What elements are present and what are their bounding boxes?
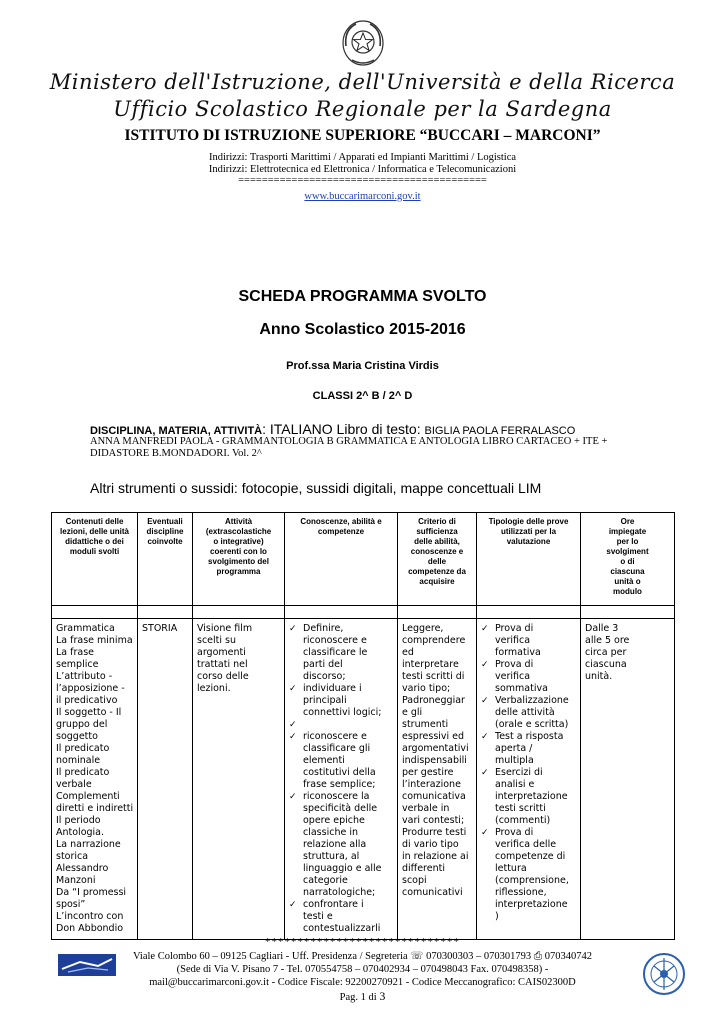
- page-total: 3: [379, 989, 386, 1003]
- table-header-row: [52, 513, 675, 606]
- italian-republic-emblem-icon: [340, 16, 386, 68]
- tick-item-line: verifica: [495, 635, 531, 646]
- tick-item-line: (comprensione,: [495, 875, 569, 886]
- institute-name: ISTITUTO DI ISTRUZIONE SUPERIORE “BUCCARI – MARCONI”: [124, 127, 601, 144]
- header-activities: [193, 513, 285, 606]
- header-line: Tipologie delle prove: [488, 517, 569, 526]
- regional-office-name: Ufficio Scolastico Regionale per la Sardegna: [113, 97, 612, 121]
- header-line: didattiche o dei: [65, 537, 124, 546]
- cell-line: semplice: [56, 659, 99, 670]
- tick-item-line: categorie: [303, 875, 348, 886]
- cell-line: unità.: [585, 671, 613, 682]
- header-separator: ==========================================: [238, 175, 487, 186]
- header-line: acquisire: [419, 577, 455, 586]
- header-line: sufficienza: [416, 527, 458, 536]
- page-title: SCHEDA PROGRAMMA SVOLTO: [238, 288, 487, 305]
- discipline-label: DISCIPLINA, MATERIA, ATTIVITÀ: [90, 425, 263, 437]
- tick-item-line: ✓ Prova di: [495, 659, 534, 670]
- cell-line: testi scritti di: [402, 671, 465, 682]
- tick-item-line: specificità delle: [303, 803, 378, 814]
- tick-item-line: sommativa: [495, 683, 548, 694]
- tick-item-line: testi e: [303, 911, 333, 922]
- tick-item: [481, 827, 576, 923]
- tick-item-line: riflessione,: [495, 887, 547, 898]
- cell-line: verbale: [56, 779, 92, 790]
- cell-line: comunicativa: [402, 791, 466, 802]
- tick-item: [481, 623, 576, 659]
- discipline-subject: ITALIANO Libro di testo:: [266, 421, 425, 437]
- tick-item-line: ✓ Prova di: [495, 827, 534, 838]
- header-disciplines: [138, 513, 193, 606]
- cell-line: Don Abbondio: [56, 923, 124, 934]
- header-skills: [285, 513, 398, 606]
- cell-line: interpretare: [402, 659, 459, 670]
- tick-item-line: ✓ riconoscere e: [303, 731, 367, 742]
- cell-line: Antologia.: [56, 827, 105, 838]
- cell-line: La frase minima: [56, 635, 133, 646]
- discipline-colon: :: [262, 421, 267, 437]
- tick-item-line: verifica delle: [495, 839, 557, 850]
- cell-line: Grammatica: [56, 623, 115, 634]
- cell-line: nominale: [56, 755, 101, 766]
- cell-tests: [477, 619, 581, 940]
- tick-item: [481, 767, 576, 827]
- cell-line: l’apposizione -: [56, 683, 125, 694]
- textbook-line-3: DIDASTORE B.MONDADORI. Vol. 2^: [90, 448, 262, 459]
- tick-item-line: ✓ Verbalizzazione: [495, 695, 569, 706]
- tick-item-line: relazione alla: [303, 839, 367, 850]
- address-line-2: Indirizzi: Elettrotecnica ed Elettronica / Informatica e Telecomunicazioni: [208, 164, 517, 175]
- tick-item: [289, 719, 393, 731]
- header-line: impiegate: [608, 527, 647, 536]
- cell-criteria: [398, 619, 477, 940]
- tick-item-line: delle attività: [495, 707, 555, 718]
- header-line: competenze: [317, 527, 365, 536]
- tick-item-line: ✓ Definire,: [303, 623, 344, 634]
- cell-line: STORIA: [142, 623, 178, 634]
- tick-item-line: frase semplice;: [303, 779, 376, 790]
- tick-item-line: verifica: [495, 671, 531, 682]
- cell-line: gruppo del: [56, 719, 108, 730]
- header-line: Contenuti delle: [65, 517, 124, 526]
- tick-item-line: ✓ Esercizi di: [495, 767, 543, 778]
- header-line: modulo: [613, 587, 642, 596]
- cell-line: espressivi ed: [402, 731, 465, 742]
- cell-skills: [285, 619, 398, 940]
- cell-line: scopi: [402, 875, 427, 886]
- cell-line: Produrre testi: [402, 827, 467, 838]
- header-line: ciascuna: [610, 567, 645, 576]
- cell-line: di vario tipo: [402, 839, 459, 850]
- cell-line: il predicativo: [56, 695, 118, 706]
- tick-item-line: ✓ Test a risposta: [495, 731, 564, 742]
- header-line: discipline: [146, 527, 184, 536]
- table-row: [52, 619, 675, 940]
- tick-item-line: classiche in: [303, 827, 358, 838]
- page-current: 1: [360, 992, 366, 1003]
- tick-item-line: aperta /: [495, 743, 533, 754]
- cell-line: ed: [402, 647, 414, 658]
- header-line: Conoscenze, abilità e: [300, 517, 382, 526]
- cell-line: sposi”: [56, 899, 86, 910]
- cell-line: Complementi: [56, 791, 120, 802]
- tick-item-line: competenze di: [495, 851, 566, 862]
- header-hours: [581, 513, 675, 606]
- tick-item: [289, 683, 393, 719]
- cell-line: Il periodo: [56, 815, 101, 826]
- address-line-1: Indirizzi: Trasporti Marittimi / Apparati ed Impianti Marittimi / Logistica: [208, 152, 517, 163]
- cell-line: scelti su: [197, 635, 237, 646]
- header-line: valutazione: [506, 537, 551, 546]
- cell-line: verbale in: [402, 803, 450, 814]
- cell-line: differenti: [402, 863, 445, 874]
- cell-line: Il predicato: [56, 767, 110, 778]
- cell-line: Il soggetto - Il: [56, 707, 122, 718]
- tick-item-line: interpretazione: [495, 791, 568, 802]
- cell-line: L’incontro con: [56, 911, 124, 922]
- cell-line: e gli: [402, 707, 423, 718]
- school-year: Anno Scolastico 2015-2016: [259, 321, 466, 338]
- tick-item-line: narratologiche;: [303, 887, 376, 898]
- page-mid: di: [365, 992, 380, 1003]
- header-line: competenze da: [408, 567, 466, 576]
- website-link[interactable]: www.buccarimarconi.gov.it: [304, 191, 421, 202]
- cell-line: Visione film: [197, 623, 253, 634]
- tick-item-line: linguaggio e alle: [303, 863, 382, 874]
- tick-item-line: riconoscere e: [303, 635, 367, 646]
- cell-line: comprendere: [402, 635, 466, 646]
- tick-item-line: discorso;: [303, 671, 346, 682]
- buccari-marconi-crest-icon: [640, 948, 688, 1004]
- cell-line: Il predicato: [56, 743, 110, 754]
- cell-line: l’interazione: [402, 779, 461, 790]
- tick-item: [289, 791, 393, 899]
- cell-line: strumenti: [402, 719, 449, 730]
- textbook-line-2: ANNA MANFREDI PAOLA - GRAMMANTOLOGIA B GRAMMATICA E ANTOLOGIA LIBRO CARTACEO + ITE +: [90, 436, 608, 447]
- header-line: conoscenze e: [410, 547, 464, 556]
- cell-line: circa per: [585, 647, 627, 658]
- tick-item-line: ): [495, 911, 499, 922]
- tick-item-line: ✓ Prova di: [495, 623, 534, 634]
- header-line: moduli svolti: [69, 547, 120, 556]
- cell-line: Manzoni: [56, 875, 96, 886]
- tick-item-line: ✓ confrontare i: [303, 899, 364, 910]
- tick-item-line: analisi e: [495, 779, 535, 790]
- class-list: CLASSI 2^ B / 2^ D: [312, 390, 413, 402]
- tick-item: [481, 731, 576, 767]
- page-number: [0, 990, 725, 1004]
- header-line: unità o: [614, 577, 641, 586]
- tick-item-line: multipla: [495, 755, 534, 766]
- tick-item-line: opere epiche: [303, 815, 365, 826]
- cell-line: trattati nel: [197, 659, 248, 670]
- cell-line: indispensabili: [402, 755, 467, 766]
- header-criteria: [398, 513, 477, 606]
- tick-item-line: elementi: [303, 755, 345, 766]
- header-line: coinvolte: [147, 537, 183, 546]
- cell-line: soggetto: [56, 731, 98, 742]
- cell-line: diretti e indiretti: [56, 803, 134, 814]
- cell-line: in relazione ai: [402, 851, 469, 862]
- tick-item-line: parti del: [303, 659, 343, 670]
- cell-line: comunicativi: [402, 887, 463, 898]
- cell-line: Alessandro: [56, 863, 109, 874]
- header-line: Eventuali: [147, 517, 183, 526]
- header-line: o integrative): [213, 537, 264, 546]
- header-line: (extrascolastiche: [205, 527, 272, 536]
- tick-item: [481, 659, 576, 695]
- teacher-name: Prof.ssa Maria Cristina Virdis: [286, 360, 439, 372]
- tick-item-line: (orale e scritta): [495, 719, 569, 730]
- header-line: svolgiment: [606, 547, 649, 556]
- cell-line: L’attributo -: [56, 671, 113, 682]
- header-line: per lo: [616, 537, 639, 546]
- cell-line: per gestire: [402, 767, 454, 778]
- discipline-line: [90, 421, 650, 437]
- ministry-name: Ministero dell'Istruzione, dell'Università e della Ricerca: [49, 70, 676, 94]
- tick-item-line: formativa: [495, 647, 541, 658]
- footer-stars: ******************************: [265, 936, 460, 948]
- cell-line: Leggere,: [402, 623, 444, 634]
- tick-item-line: interpretazione: [495, 899, 568, 910]
- cell-line: Da “I promessi: [56, 887, 127, 898]
- textbook-details: [90, 436, 650, 460]
- tick-item-line: struttura, al: [303, 851, 360, 862]
- tick-item: [289, 731, 393, 791]
- header-line: coerenti con lo: [210, 547, 267, 556]
- tick-item-line: classificare le: [303, 647, 368, 658]
- tick-item-line: contestualizzarli: [303, 923, 381, 934]
- tick-item-line: principali: [303, 695, 347, 706]
- header-contents: [52, 513, 138, 606]
- tick-item-line: lettura: [495, 863, 527, 874]
- header-line: Criterio di: [418, 517, 456, 526]
- cell-line: lezioni.: [197, 683, 231, 694]
- tick-item-line: testi scritti: [495, 803, 546, 814]
- header-tests: [477, 513, 581, 606]
- cell-line: vari contesti;: [402, 815, 465, 826]
- tick-item: [289, 899, 393, 935]
- cell-line: La frase: [56, 647, 94, 658]
- header-line: utilizzati per la: [500, 527, 557, 536]
- cell-activities: [193, 619, 285, 940]
- cell-line: argomentativi: [402, 743, 469, 754]
- discipline-authors: BIGLIA PAOLA FERRALASCO: [424, 425, 576, 437]
- tick-item-line: (commenti): [495, 815, 551, 826]
- footer-address: Viale Colombo 60 – 09125 Cagliari - Uff. Presidenza / Segreteria ☏ 070300303 – 070301793 ⎙ 070340742: [132, 951, 592, 962]
- cell-hours: [581, 619, 675, 940]
- cell-contents: [52, 619, 138, 940]
- header-line: svolgimento del: [208, 557, 269, 566]
- cell-line: storica: [56, 851, 89, 862]
- footer-branch: (Sede di Via V. Pisano 7 - Tel. 070554758 – 070402934 – 070498043 Fax. 070498358) -: [176, 964, 549, 975]
- header-line: Ore: [620, 517, 635, 526]
- cell-line: vario tipo;: [402, 683, 451, 694]
- header-line: lezioni, delle unità: [60, 527, 129, 536]
- tick-item-line: connettivi logici;: [303, 707, 382, 718]
- cell-line: Dalle 3: [585, 623, 619, 634]
- header-line: delle: [427, 557, 447, 566]
- header-line: o di: [620, 557, 635, 566]
- tick-item-line: ✓ riconoscere la: [303, 791, 370, 802]
- header-line: programma: [216, 567, 261, 576]
- tick-item: [289, 623, 393, 683]
- tick-item-line: classificare gli: [303, 743, 371, 754]
- header-line: delle abilità,: [414, 537, 460, 546]
- cell-line: Padroneggiar: [402, 695, 465, 706]
- other-tools: Altri strumenti o sussidi: fotocopie, sussidi digitali, mappe concettuali LIM: [90, 480, 542, 496]
- page-prefix: Pag.: [339, 992, 361, 1003]
- cell-line: ciascuna: [585, 659, 627, 670]
- cell-line: alle 5 ore: [585, 635, 630, 646]
- cell-line: La narrazione: [56, 839, 121, 850]
- program-table: [51, 512, 675, 940]
- tick-item-line: costitutivi della: [303, 767, 376, 778]
- footer-codes: mail@buccarimarconi.gov.it - Codice Fiscale: 92200270921 - Codice Meccanografico: CAIS02300D: [149, 977, 576, 988]
- tick-item: [481, 695, 576, 731]
- cell-disciplines: [138, 619, 193, 940]
- table-spacer-row: [52, 606, 675, 619]
- header-line: Attività: [224, 517, 253, 526]
- tick-item-line: ✓ individuare i: [303, 683, 362, 694]
- cell-line: corso delle: [197, 671, 249, 682]
- cell-line: argomenti: [197, 647, 246, 658]
